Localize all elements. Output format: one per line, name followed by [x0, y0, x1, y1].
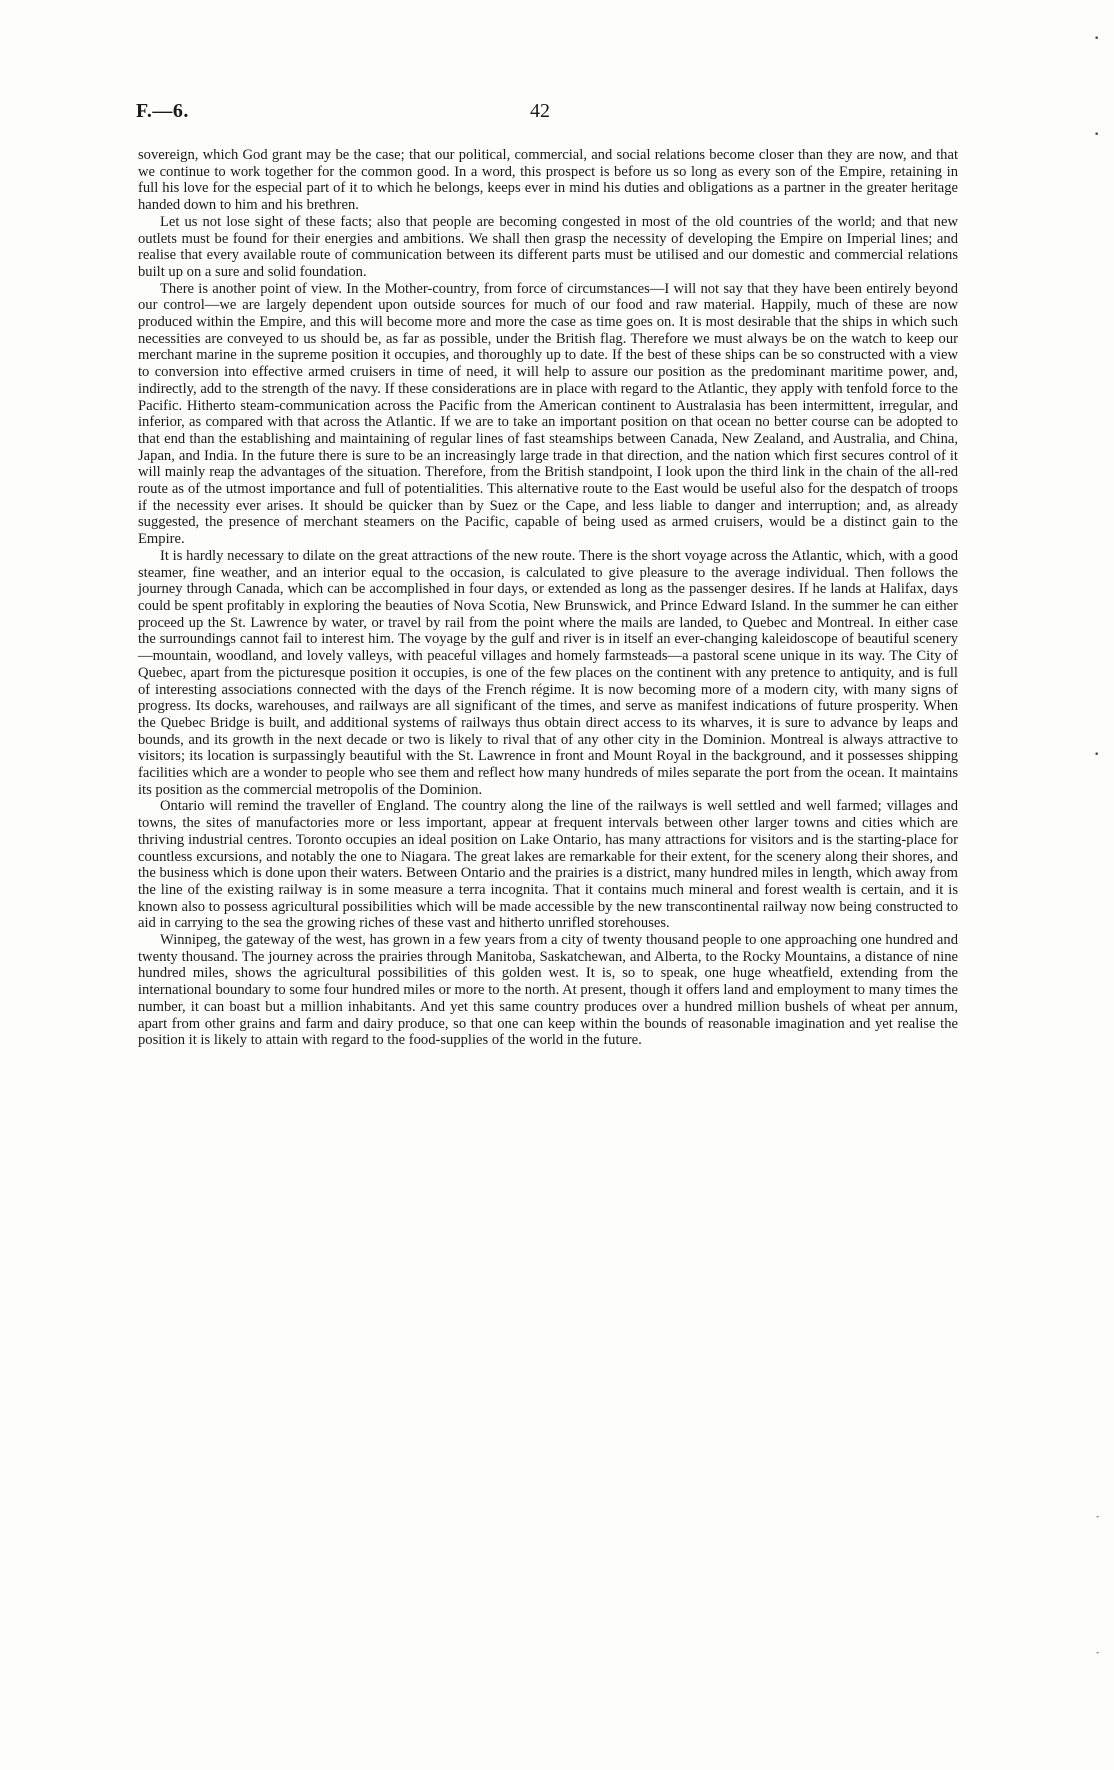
scan-speck: -: [1096, 1512, 1100, 1522]
paragraph: There is another point of view. In the Mother-country, from force of circumstances—I will not say that they have been entirely beyond our control—we are largely dependent upon outside sources for much of our food and raw material. Happily, much of these are now produced within the Empire, and this will become more and more the case as time goes on. It is most desirable that the ships in which such necessities are conveyed to us should be, as far as possible, under the British flag. Therefore we must always be on the watch to keep our merchant marine in the supreme position it occupies, and thoroughly up to date. If the best of these ships can be so constructed with a view to conversion into effective armed cruisers in time of need, it will help to assure our position as the predominant maritime power, and, indirectly, add to the strength of the navy. If these considerations are in place with regard to the Atlantic, they apply with tenfold force to the Pacific. Hitherto steam-communication across the Pacific from the American continent to Australasia has been intermittent, irregular, and inferior, as compared with that across the Atlantic. If we are to take an important position on that ocean no better course can be adopted to that end than the establishing and maintaining of regular lines of fast steamships between Canada, New Zealand, and Australia, and China, Japan, and India. In the future there is sure to be an increasingly large trade in that direction, and the nation which first secures control of it will mainly reap the advantages of the situation. Therefore, from the British standpoint, I look upon the third link in the chain of the all-red route as of the utmost importance and full of potentialities. This alternative route to the East would be useful also for the despatch of troops if the necessity ever arises. It should be quicker than by Suez or the Cape, and less liable to danger and interruption; and, as already suggested, the presence of merchant steamers on the Pacific, capable of being used as armed cruisers, would be a distinct gain to the Empire.: [138, 280, 958, 548]
body-text: [138, 147, 958, 1049]
paragraph: Ontario will remind the traveller of England. The country along the line of the railways is well settled and well farmed; villages and towns, the sites of manufactories more or less important, appear at frequent intervals between other larger towns and cities which are thriving industrial centres. Toronto occupies an ideal position on Lake Ontario, has many attractions for visitors and is the starting-place for countless excursions, and notably the one to Niagara. The great lakes are remarkable for their extent, for the scenery along their shores, and the business which is done upon their waters. Between Ontario and the prairies is a district, many hundred miles in length, which away from the line of the existing railway is in some measure a terra incognita. That it contains much mineral and forest wealth is certain, and it is known also to possess agricultural possibilities which will be made accessible by the new transcontinental railway now being constructed to aid in carrying to the sea the growing riches of these vast and hitherto unrifled storehouses.: [138, 798, 958, 932]
paragraph: Winnipeg, the gateway of the west, has grown in a few years from a city of twenty thousand people to one approaching one hundred and twenty thousand. The journey across the prairies through Manitoba, Saskatchewan, and Alberta, to the Rocky Mountains, a distance of nine hundred miles, shows the agricultural possibilities of this golden west. It is, so to speak, one huge wheatfield, extending from the international boundary to some four hundred miles or more to the north. At present, though it offers land and employment to many times the number, it can boast but a million inhabitants. And yet this same country produces over a hundred million bushels of wheat per annum, apart from other grains and farm and dairy produce, so that one can keep within the bounds of reasonable imagination and yet realise the position it is likely to attain with regard to the food-supplies of the world in the future.: [138, 932, 958, 1049]
scan-speck: •: [1094, 750, 1100, 760]
paragraph: Let us not lose sight of these facts; also that people are becoming congested in most of the old countries of the world; and that new outlets must be found for their energies and ambitions. We shall then grasp the necessity of developing the Empire on Imperial lines; and realise that every available route of communication between its different parts must be utilised and our domestic and commercial relations built up on a sure and solid foundation.: [138, 213, 958, 280]
paragraph: It is hardly necessary to dilate on the great attractions of the new route. There is the short voyage across the Atlantic, which, with a good steamer, fine weather, and an interior equal to the occasion, is calculated to give pleasure to the average individual. Then follows the journey through Canada, which can be accomplished in four days, or extended as long as the passenger desires. If he lands at Halifax, days could be spent profitably in exploring the beauties of Nova Scotia, New Brunswick, and Prince Edward Island. In the summer he can either proceed up the St. Lawrence by water, or travel by rail from the point where the mails are landed, to Quebec and Montreal. In either case the surroundings cannot fail to interest him. The voyage by the gulf and river is in itself an ever-changing kaleidoscope of beautiful scenery—mountain, woodland, and lovely valleys, with peaceful villages and homely farmsteads—a pastoral scene unique in its way. The City of Quebec, apart from the picturesque position it occupies, is one of the few places on the continent with any pretence to antiquity, and is full of interesting associations connected with the days of the French régime. It is now becoming more of a modern city, with many signs of progress. Its docks, warehouses, and railways are all significant of the times, and serve as manifest indications of future prosperity. When the Quebec Bridge is built, and additional systems of railways thus obtain direct access to its wharves, it is sure to advance by leaps and bounds, and its growth in the next decade or two is likely to rival that of any other city in the Dominion. Montreal is always attractive to visitors; its location is surpassingly beautiful with the St. Lawrence in front and Mount Royal in the background, and it possesses shipping facilities which are a wonder to people who see them and reflect how many hundreds of miles separate the port from the ocean. It maintains its position as the commercial metropolis of the Dominion.: [138, 547, 958, 798]
page-number: 42: [530, 100, 550, 122]
paragraph: sovereign, which God grant may be the case; that our political, commercial, and social relations become closer than they are now, and that we continue to work together for the common good. In a word, this prospect is before us so long as every son of the Empire, retaining in full his love for the especial part of it to which he belongs, keeps ever in mind his duties and obligations as a partner in the greater heritage handed down to him and his brethren.: [138, 147, 958, 214]
page-header: [136, 100, 956, 130]
document-reference: F.—6.: [136, 100, 189, 122]
scan-speck: •: [1094, 34, 1100, 44]
scan-speck: -: [1096, 1648, 1100, 1658]
scan-speck: •: [1094, 130, 1100, 140]
